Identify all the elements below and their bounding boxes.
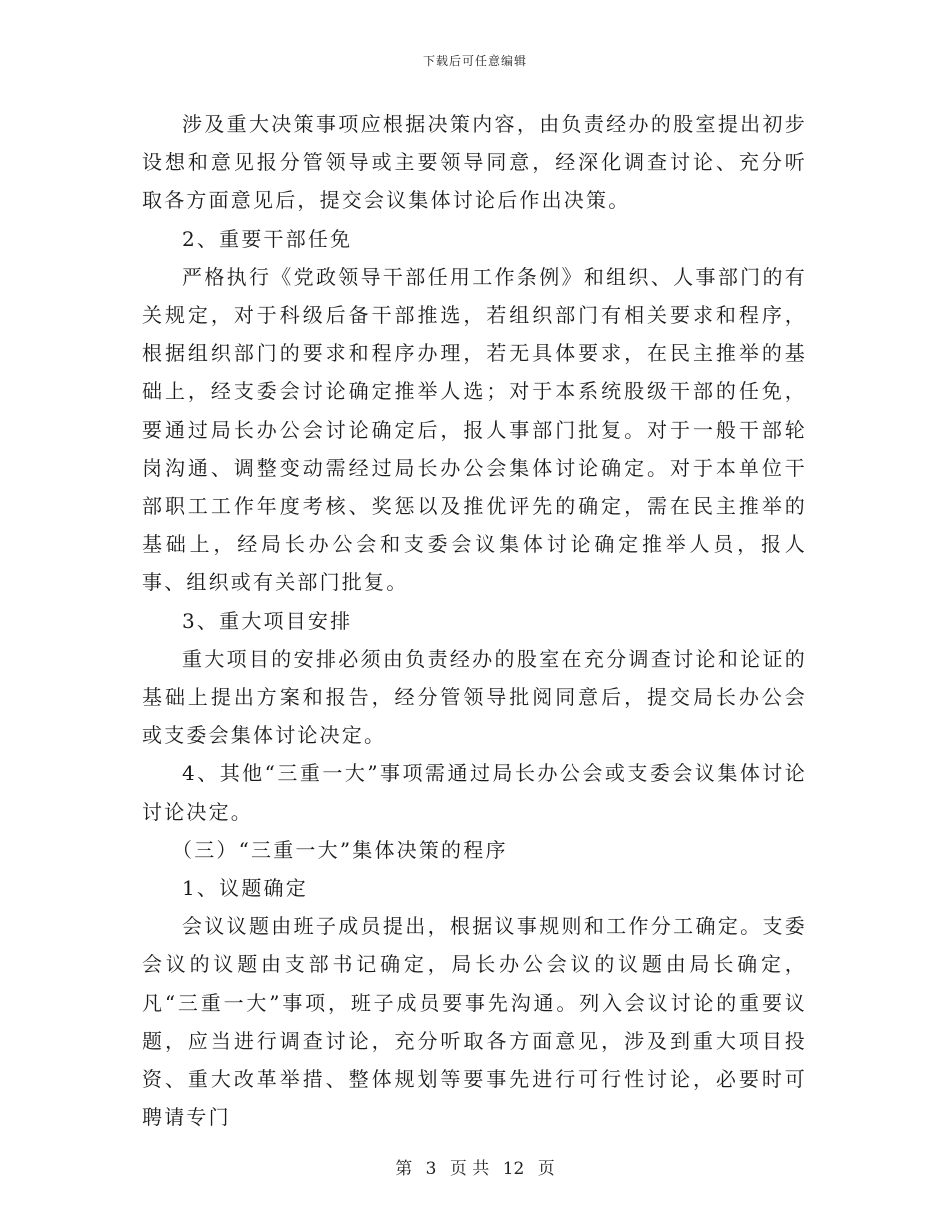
section-heading: （三）“三重一大”集体决策的程序 <box>172 837 508 862</box>
paragraph: 4、其他“三重一大”事项需通过局长办公会或支委会议集体讨论讨论决定。 <box>142 761 807 824</box>
page-prefix: 第 <box>395 1159 413 1179</box>
header-note: 下载后可任意编辑 <box>422 54 527 68</box>
paragraph: 涉及重大决策事项应根据决策内容，由负责经办的股室提出初步设想和意见报分管领导或主要领导同意，经深化调查讨论、充分听取各方面意见后，提交会议集体讨论后作出决策。 <box>142 112 807 213</box>
page-total: 12 <box>502 1159 525 1179</box>
section-heading: 3、重大项目安排 <box>182 608 353 633</box>
page-suffix: 页 <box>537 1159 555 1179</box>
section-heading: 2、重要干部任免 <box>182 226 353 251</box>
page-footer <box>0 1154 950 1179</box>
paragraph: 严格执行《党政领导干部任用工作条例》和组织、人事部门的有关规定，对于科级后备干部推选，若组织部门有相关要求和程序，根据组织部门的要求和程序办理，若无具体要求，在民主推举的基础上，经支委会讨论确定推举人选；对于本系统股级干部的任免，要通过局长办公会讨论确定后，报人事部门批复。对于一般干部轮岗沟通、调整变动需经过局长办公会集体讨论确定。对于本单位干部职工工作年度考核、奖惩以及推优评先的确定，需在民主推举的基础上，经局长办公会和支委会议集体讨论确定推举人员，报人事、组织或有关部门批复。 <box>142 264 807 595</box>
page-number: 3 <box>425 1159 437 1179</box>
page-middle: 页 共 <box>449 1159 490 1179</box>
document-body <box>142 105 807 1136</box>
paragraph: 会议议题由班子成员提出，根据议事规则和工作分工确定。支委会议的议题由支部书记确定，局长办公会议的议题由局长确定，凡“三重一大”事项，班子成员要事先沟通。列入会议讨论的重要议题，应当进行调查讨论，充分听取各方面意见，涉及到重大项目投资、重大改革举措、整体规划等要事先进行可行性讨论，必要时可聘请专门 <box>142 914 807 1130</box>
paragraph: 重大项目的安排必须由负责经办的股室在充分调查讨论和论证的基础上提出方案和报告，经分管领导批阅同意后，提交局长办公会或支委会集体讨论决定。 <box>142 646 807 748</box>
section-heading: 1、议题确定 <box>182 876 308 901</box>
